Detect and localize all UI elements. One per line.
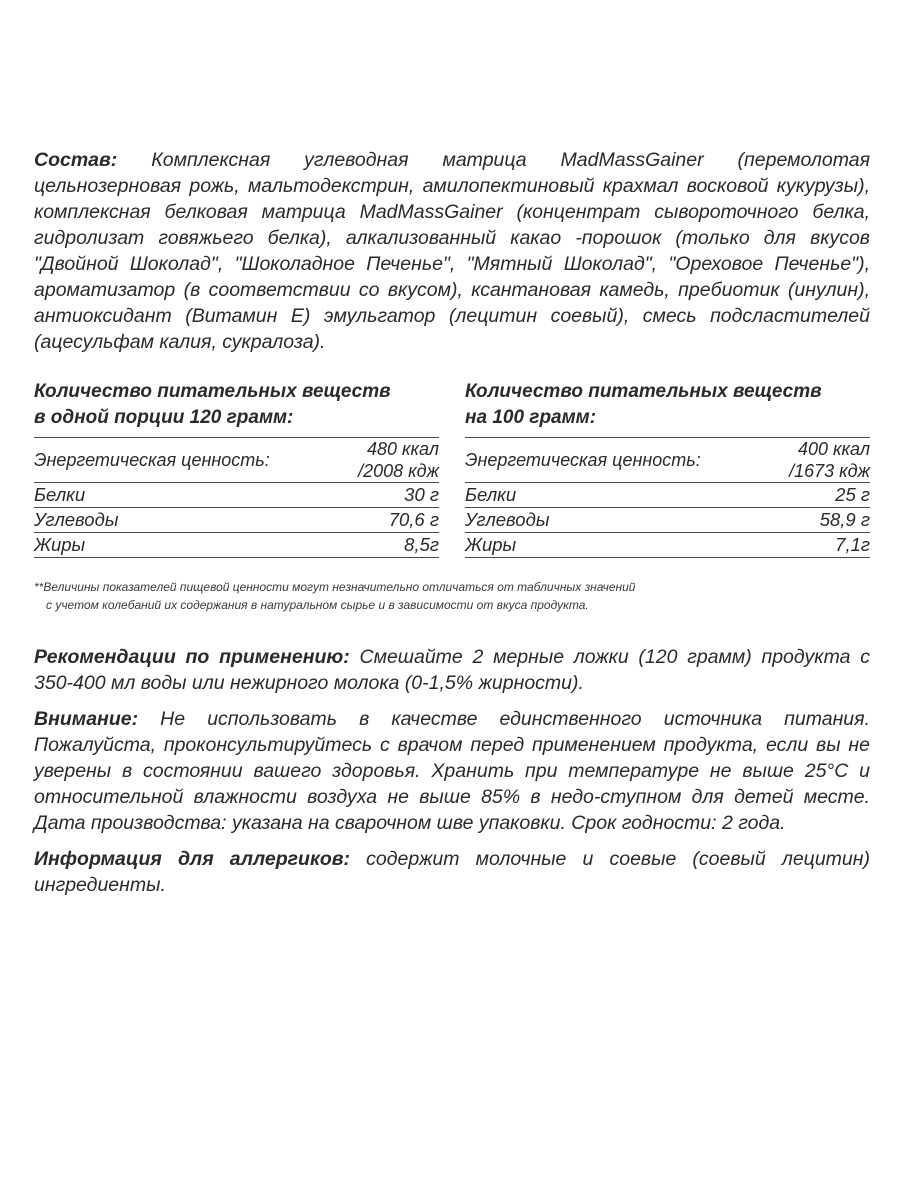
nutrition-row-value: 8,5г (404, 534, 439, 555)
nutrition-row-protein (465, 483, 870, 508)
nutrition-row-fat (34, 533, 439, 558)
nutrition-footnote: **Величины показателей пищевой ценности могут незначительно отличаться от табличных значений с учетом колебаний их содержания в натуральном сырье и в зависимости от вкуса продукта. (34, 580, 636, 612)
composition-paragraph (34, 147, 870, 355)
nutrition-row-fat (465, 533, 870, 558)
usage-text: Смешайте 2 мерные ложки (120 грамм) продукта с 350-400 мл воды или нежирного молока (0-1,5% жирности). (34, 646, 871, 694)
nutrition-row-label: Углеводы (465, 509, 550, 530)
nutrition-row-value: 7,1г (835, 534, 870, 555)
warning-label: Внимание: (34, 708, 139, 730)
nutrition-row-label: Углеводы (34, 509, 119, 530)
nutrition-row-label: Жиры (34, 534, 86, 555)
allergy-text: содержит молочные и соевые (соевый лецитин) ингредиенты. (34, 848, 870, 896)
nutrition-tables (34, 379, 870, 558)
nutrition-row-carbs (465, 508, 870, 533)
nutrition-serving-heading: Количество питательных веществ в одной порции 120 грамм: (34, 381, 391, 428)
warning-paragraph (34, 706, 870, 836)
label-page (34, 147, 870, 898)
allergy-paragraph (34, 846, 870, 898)
nutrition-row-label: Белки (465, 484, 517, 505)
nutrition-row-label: Жиры (465, 534, 517, 555)
nutrition-row-label: Энергетическая ценность: (465, 450, 701, 470)
usage-paragraph (34, 644, 870, 696)
nutrition-table-100g (465, 379, 870, 558)
nutrition-100g-heading: Количество питательных веществ на 100 грамм: (465, 381, 822, 428)
usage-label: Рекомендации по применению: (34, 646, 350, 668)
nutrition-row-carbs (34, 508, 439, 533)
nutrition-row-value: 400 ккал /1673 кдж (789, 439, 870, 481)
nutrition-row-protein (34, 483, 439, 508)
nutrition-row-value: 25 г (835, 484, 870, 505)
nutrition-row-label: Белки (34, 484, 86, 505)
allergy-label: Информация для аллергиков: (34, 848, 351, 870)
nutrition-row-label: Энергетическая ценность: (34, 450, 270, 470)
nutrition-row-value: 58,9 г (819, 509, 870, 530)
composition-text: Комплексная углеводная матрица MadMassGainer (перемолотая цельнозерновая рожь, мальтодекстрин, амилопектиновый крахмал восковой кукурузы), комплексная белковая матрица MadMassGainer (концентрат сывороточного белка, гидролизат говяжьего белка), алкализованный какао -порошок (только для вкусов "Двойной Шоколад", "Шоколадное Печенье", "Мятный Шоколад", "Ореховое Печенье"), ароматизатор (в соответствии со вкусом), ксантановая камедь, пребиотик (инулин), антиоксидант (Витамин Е) эмульгатор (лецитин соевый), смесь подсластителей (ацесульфам калия, сукралоза). (34, 149, 870, 353)
nutrition-row-energy (465, 437, 870, 483)
composition-label: Состав: (34, 149, 118, 171)
nutrition-row-value: 70,6 г (388, 509, 439, 530)
nutrition-table-serving (34, 379, 439, 558)
warning-text: Не использовать в качестве единственного источника питания. Пожалуйста, проконсультируйтесь с врачом перед применением продукта, если вы не уверены в состоянии вашего здоровья. Хранить при температуре не выше 25°С и относительной влажности воздуха не выше 85% в недо-ступном для детей месте. Дата производства: указана на сварочном шве упаковки. Срок годности: 2 года. (34, 708, 870, 834)
nutrition-row-value: 480 ккал /2008 кдж (358, 439, 439, 481)
nutrition-row-value: 30 г (404, 484, 439, 505)
nutrition-row-energy (34, 437, 439, 483)
